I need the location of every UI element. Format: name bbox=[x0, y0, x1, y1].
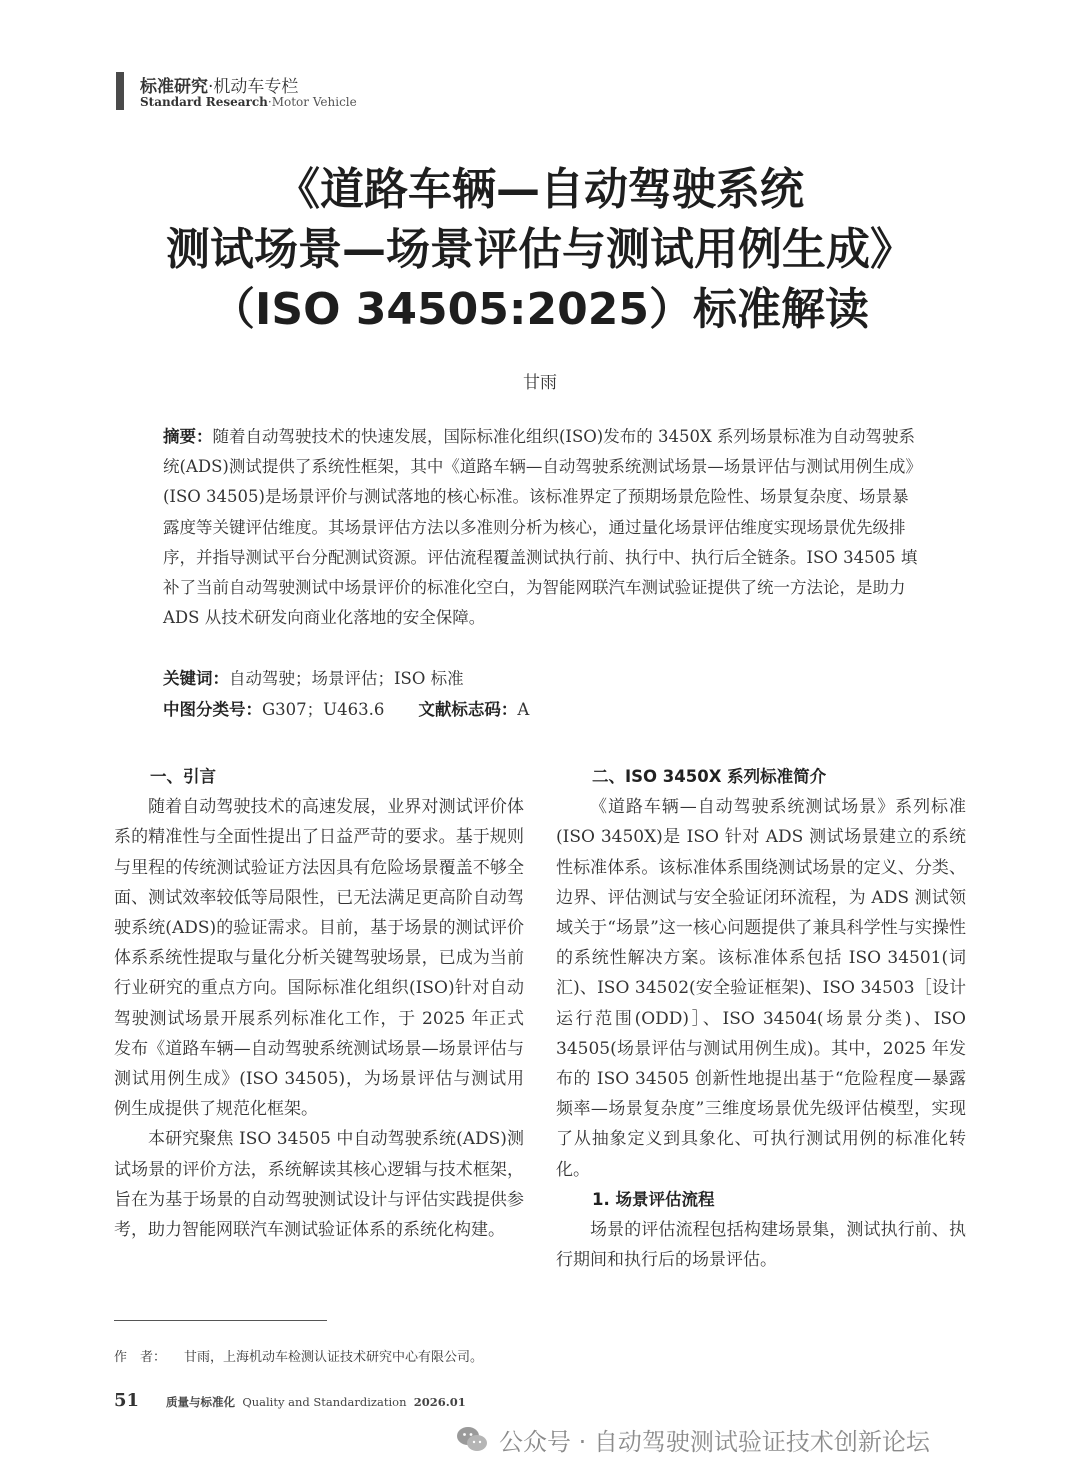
section-1-title: 一、引言 bbox=[150, 767, 216, 786]
author-footnote: 作 者： 甘雨，上海机动车检测认证技术研究中心有限公司。 bbox=[114, 1350, 484, 1365]
abstract-label: 摘要： bbox=[163, 427, 213, 446]
subsection-1-title: 1. 场景评估流程 bbox=[592, 1189, 715, 1209]
header-bar bbox=[116, 72, 124, 110]
title-line-2: 测试场景—场景评估与测试用例生成》 bbox=[166, 224, 914, 275]
wechat-watermark bbox=[455, 1422, 930, 1457]
keywords: 关键词：自动驾驶；场景评估；ISO 标准 bbox=[163, 669, 464, 688]
left-column bbox=[114, 762, 524, 1245]
classification: 中图分类号：G307；U463.6 文献标志码：A bbox=[163, 700, 530, 719]
wechat-icon bbox=[455, 1423, 489, 1457]
page-number: 51 bbox=[114, 1390, 140, 1411]
abstract bbox=[163, 422, 923, 633]
author: 甘雨 bbox=[523, 373, 557, 393]
title-line-3: （ISO 34505:2025）标准解读 bbox=[211, 284, 869, 335]
column-header-en: Standard Research·Motor Vehicle bbox=[140, 95, 357, 109]
article-title bbox=[40, 160, 1040, 340]
journal-footer: 质量与标准化 Quality and Standardization 2026.01 bbox=[166, 1395, 466, 1409]
column-header-cn: 标准研究·机动车专栏 bbox=[140, 77, 299, 97]
subsection-1-paragraph: 场景的评估流程包括构建场景集，测试执行前、执行期间和执行后的场景评估。 bbox=[556, 1220, 966, 1271]
abstract-text: 随着自动驾驶技术的快速发展，国际标准化组织(ISO)发布的 3450X 系列场景标准为自动驾驶系统(ADS)测试提供了系统性框架，其中《道路车辆—自动驾驶系统测试场景—场景评估与测试用例生成》(ISO 34505)是场景评价与测试落地的核心标准。该标准界定了预期场景危险性、场景复杂度、场景暴露度等关键评估维度。其场景评估方法以多准则分析为核心，通过量化场景评估维度实现场景优先级排序，并指导测试平台分配测试资源。评估流程覆盖测试执行前、执行中、执行后全链条。ISO 34505 填补了当前自动驾驶测试中场景评价的标准化空白，为智能网联汽车测试验证提供了统一方法论，是助力 ADS 从技术研发向商业化落地的安全保障。 bbox=[163, 427, 922, 628]
title-line-1: 《道路车辆—自动驾驶系统 bbox=[276, 164, 804, 215]
section-2-title: 二、ISO 3450X 系列标准简介 bbox=[592, 767, 827, 786]
section-2-paragraph: 《道路车辆—自动驾驶系统测试场景》系列标准(ISO 3450X)是 ISO 针对 ADS 测试场景建立的系统性标准体系。该标准体系围绕测试场景的定义、分类、边界、评估测试与安全验证闭环流程，为 ADS 测试领域关于“场景”这一核心问题提供了兼具科学性与实操性的系统性解决方案。该标准体系包括 ISO 34501(词汇)、ISO 34502(安全验证框架)、ISO 34503［设计运行范围(ODD)］、ISO 34504(场景分类)、ISO 34505(场景评估与测试用例生成)。其中，2025 年发布的 ISO 34505 创新性地提出基于“危险程度—暴露频率—场景复杂度”三维度场景优先级评估模型，实现了从抽象定义到具象化、可执行测试用例的标准化转化。 bbox=[556, 797, 966, 1180]
footnote-divider bbox=[114, 1320, 327, 1321]
right-column bbox=[556, 762, 966, 1275]
watermark-text: 公众号 · 自动驾驶测试验证技术创新论坛 bbox=[499, 1428, 930, 1456]
section-1-paragraph: 本研究聚焦 ISO 34505 中自动驾驶系统(ADS)测试场景的评价方法，系统解读其核心逻辑与技术框架，旨在为基于场景的自动驾驶测试设计与评估实践提供参考，助力智能网联汽车测试验证体系的系统化构建。 bbox=[114, 1129, 524, 1241]
section-1-paragraph: 随着自动驾驶技术的高速发展，业界对测试评价体系的精准性与全面性提出了日益严苛的要求。基于规则与里程的传统测试验证方法因具有危险场景覆盖不够全面、测试效率较低等局限性，已无法满足更高阶自动驾驶系统(ADS)的验证需求。目前，基于场景的测试评价体系系统性提取与量化分析关键驾驶场景，已成为当前行业研究的重点方向。国际标准化组织(ISO)针对自动驾驶测试场景开展系列标准化工作，于 2025 年正式发布《道路车辆—自动驾驶系统测试场景—场景评估与测试用例生成》(ISO 34505)，为场景评估与测试用例生成提供了规范化框架。 bbox=[114, 797, 524, 1120]
